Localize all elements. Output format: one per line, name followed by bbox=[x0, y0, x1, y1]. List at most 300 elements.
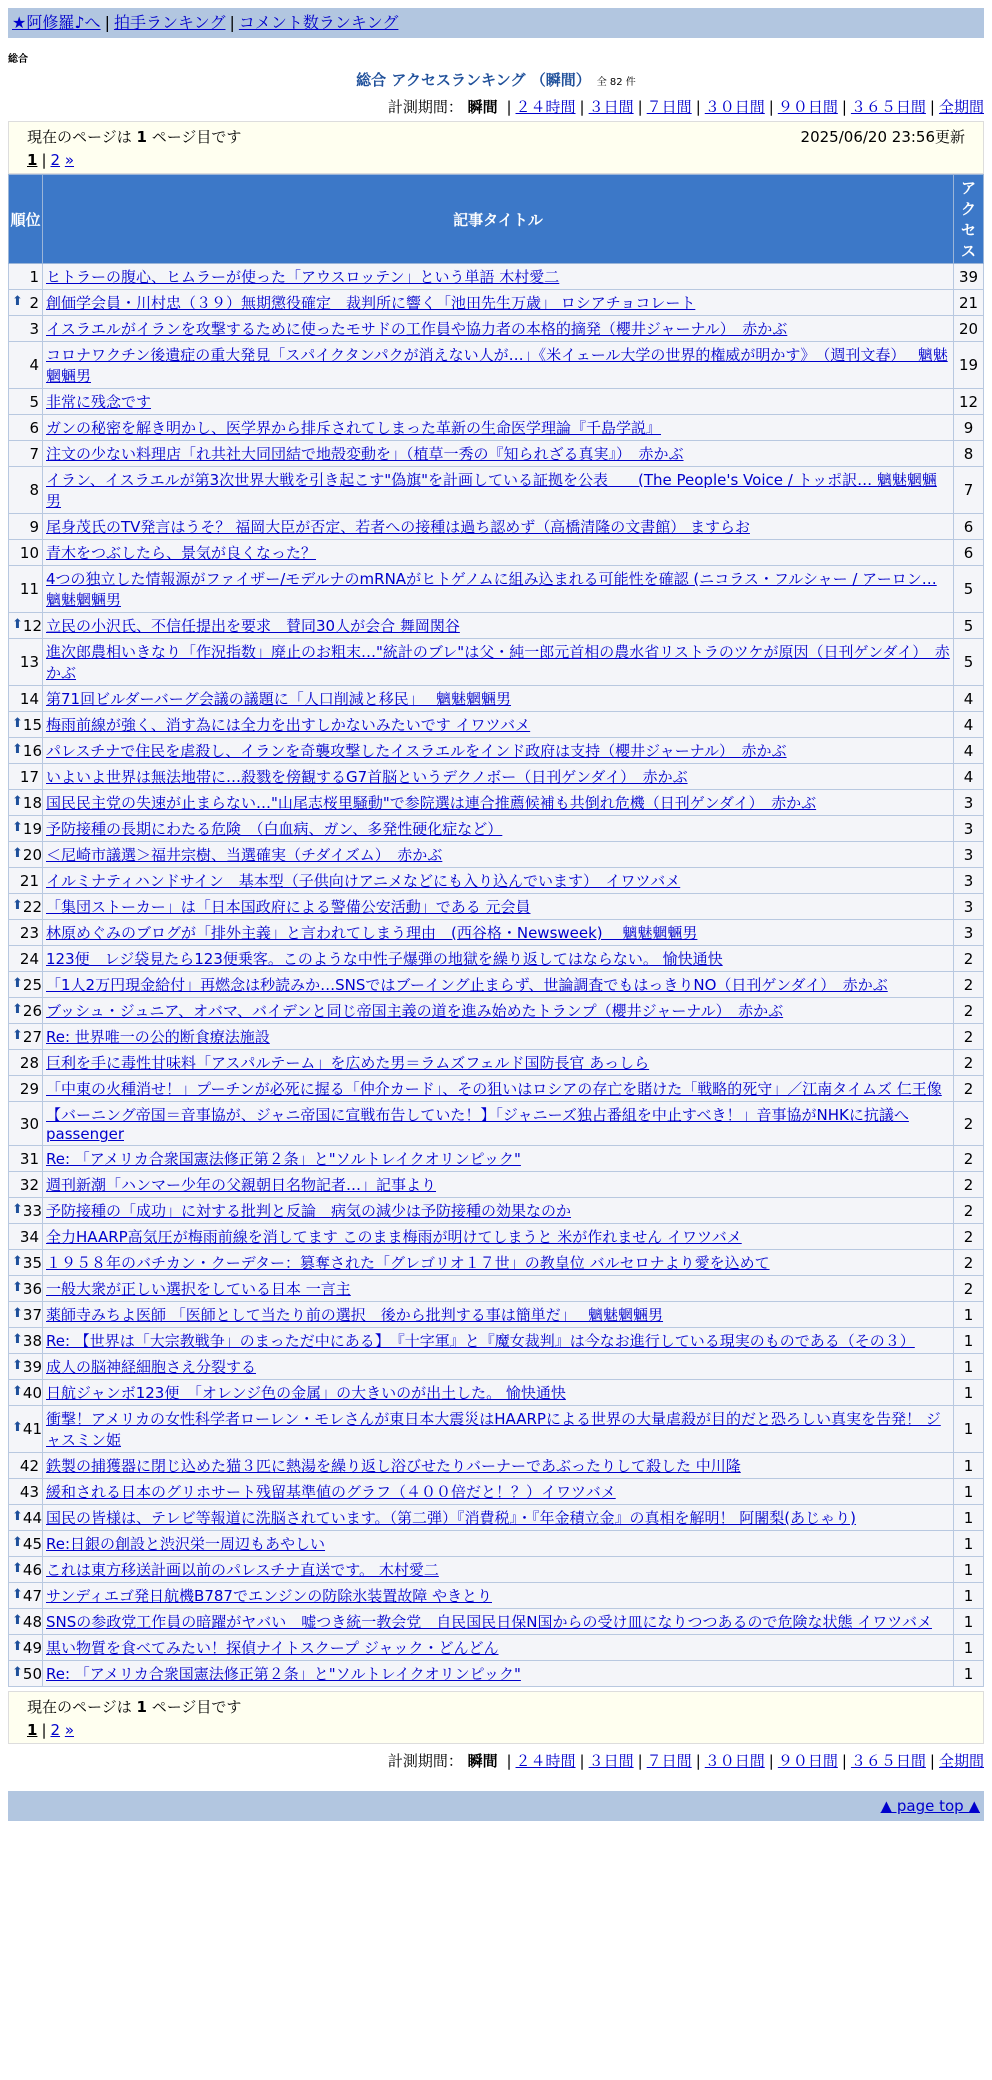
article-link[interactable]: ヒトラーの腹心、ヒムラーが使った「アウスロッテン」という単語 木村愛二 bbox=[46, 268, 560, 286]
table-row bbox=[9, 1531, 984, 1557]
rank-cell bbox=[9, 1250, 43, 1276]
access-count: 2 bbox=[954, 1250, 984, 1276]
rank-cell bbox=[9, 1380, 43, 1406]
rank-cell bbox=[9, 1453, 43, 1479]
rank-cell bbox=[9, 441, 43, 467]
article-link[interactable]: Re: 【世界は「大宗教戦争」のまっただ中にある】 『十字軍』と『魔女裁判』は今なお進行している現実のものである（その３） bbox=[46, 1332, 915, 1350]
table-row bbox=[9, 764, 984, 790]
rank-number: 4 bbox=[29, 356, 39, 374]
period-link-3[interactable]: ３０日間 bbox=[704, 1752, 765, 1770]
nav-link-comment-ranking[interactable]: コメント数ランキング bbox=[238, 13, 399, 32]
article-link[interactable]: 青木をつぶしたら、景気が良くなった？ bbox=[46, 544, 317, 562]
up-arrow-icon: ⬆ bbox=[12, 1534, 23, 1550]
page-status-prefix: 現在のページは bbox=[27, 1698, 132, 1716]
table-row bbox=[9, 1661, 984, 1687]
table-row bbox=[9, 1505, 984, 1531]
title-cell bbox=[43, 764, 954, 790]
access-count: 2 bbox=[954, 1172, 984, 1198]
access-count: 1 bbox=[954, 1661, 984, 1687]
title-cell bbox=[43, 290, 954, 316]
article-link[interactable]: Re:日銀の創設と渋沢栄一周辺もあやしい bbox=[46, 1535, 326, 1553]
table-row bbox=[9, 514, 984, 540]
up-arrow-icon: ⬆ bbox=[12, 897, 23, 913]
page-status-number: 1 bbox=[136, 128, 147, 146]
article-link[interactable]: 創価学会員・川村忠（３９）無期懲役確定 裁判所に響く「池田先生万歳」 ロシアチョコレート bbox=[46, 294, 696, 312]
period-separator: | bbox=[841, 1752, 847, 1770]
title-cell bbox=[43, 1453, 954, 1479]
title-cell bbox=[43, 790, 954, 816]
article-link[interactable]: 立民の小沢氏、不信任提出を要求 賛同30人が会合 舞岡関谷 bbox=[46, 617, 460, 635]
table-row bbox=[9, 316, 984, 342]
nav-link-applause-ranking[interactable]: 拍手ランキング bbox=[113, 13, 226, 32]
up-arrow-icon: ⬆ bbox=[12, 741, 23, 757]
period-link-6[interactable]: 全期間 bbox=[938, 98, 984, 116]
title-cell bbox=[43, 613, 954, 639]
page-status-suffix: ページ目です bbox=[151, 128, 242, 146]
header-rank: 順位 bbox=[9, 175, 43, 264]
title-cell bbox=[43, 1198, 954, 1224]
period-separator: | bbox=[929, 98, 935, 116]
rank-cell bbox=[9, 290, 43, 316]
rank-number: 50 bbox=[22, 1664, 42, 1683]
rank-number: 17 bbox=[19, 767, 39, 786]
article-link[interactable]: 進次郎農相いきなり「作況指数」廃止のお粗末…"統計のブレ"は父・純一郎元首相の農水省リストラのツケが原因（日刊ゲンダイ） 赤かぶ bbox=[46, 643, 950, 682]
table-row bbox=[9, 1250, 984, 1276]
pager-separator: | bbox=[41, 151, 47, 169]
up-arrow-icon: ⬆ bbox=[12, 1638, 23, 1654]
title-cell bbox=[43, 1102, 954, 1146]
rank-number: 11 bbox=[19, 580, 39, 598]
rank-cell bbox=[9, 639, 43, 686]
title-cell bbox=[43, 1354, 954, 1380]
title-cell bbox=[43, 894, 954, 920]
rank-number: 15 bbox=[22, 715, 42, 734]
page-top-link[interactable]: ▲ page top ▲ bbox=[880, 1797, 980, 1815]
access-count: 4 bbox=[954, 712, 984, 738]
rank-cell bbox=[9, 868, 43, 894]
title-cell bbox=[43, 946, 954, 972]
article-link[interactable]: SNSの参政党工作員の暗躍がヤバい 嘘つき統一教会党 自民国民日保N国からの受け皿になりつつあるので危険な状態 イワツバメ bbox=[46, 1613, 932, 1631]
period-selector-bottom bbox=[8, 1750, 984, 1771]
rank-cell bbox=[9, 1198, 43, 1224]
title-cell bbox=[43, 1479, 954, 1505]
title-cell bbox=[43, 1557, 954, 1583]
ranking-table bbox=[8, 174, 984, 1687]
rank-number: 43 bbox=[19, 1482, 39, 1501]
rank-number: 3 bbox=[29, 319, 39, 338]
table-row bbox=[9, 540, 984, 566]
rank-number: 31 bbox=[19, 1149, 39, 1168]
table-row bbox=[9, 264, 984, 290]
title-cell bbox=[43, 1276, 954, 1302]
header-title: 記事タイトル bbox=[43, 175, 954, 264]
rank-cell bbox=[9, 998, 43, 1024]
top-nav bbox=[8, 8, 984, 38]
period-separator: | bbox=[929, 1752, 935, 1770]
period-link-2[interactable]: ７日間 bbox=[646, 98, 692, 116]
table-row bbox=[9, 639, 984, 686]
rank-cell bbox=[9, 467, 43, 514]
period-link-6[interactable]: 全期間 bbox=[938, 1752, 984, 1770]
article-link[interactable]: 「中東の火種消せ！」プーチンが必死に握る「仲介カード」、その狙いはロシアの存亡を賭けた「戦略的死守」／江南タイムズ 仁王像 bbox=[46, 1080, 942, 1098]
title-cell bbox=[43, 1380, 954, 1406]
title-cell bbox=[43, 441, 954, 467]
rank-cell bbox=[9, 686, 43, 712]
article-link[interactable]: コロナワクチン後遺症の重大発見「スパイクタンパクが消えない人が…」《米イェール大学の世界的権威が明かす》 （週刊文春） 魑魅魍魎男 bbox=[46, 346, 948, 385]
table-row bbox=[9, 1609, 984, 1635]
title-cell bbox=[43, 1328, 954, 1354]
title-cell bbox=[43, 1609, 954, 1635]
up-arrow-icon: ⬆ bbox=[12, 1508, 23, 1524]
title-cell bbox=[43, 1583, 954, 1609]
up-arrow-icon: ⬆ bbox=[12, 1305, 23, 1321]
title-cell bbox=[43, 1505, 954, 1531]
pager-page-1: 1 bbox=[27, 151, 38, 169]
pager-separator: | bbox=[41, 1721, 47, 1739]
period-separator: | bbox=[506, 98, 512, 116]
title-cell bbox=[43, 1076, 954, 1102]
article-link[interactable]: 注文の少ない料理店「れ共社大同団結で地殻変動を」（植草一秀の『知られざる真実』） 赤かぶ bbox=[46, 445, 684, 463]
period-link-1[interactable]: ３日間 bbox=[588, 1752, 634, 1770]
rank-number: 26 bbox=[22, 1001, 42, 1020]
up-arrow-icon: ⬆ bbox=[12, 1027, 23, 1043]
article-link[interactable]: 黒い物質を食べてみたい！探偵ナイトスクープ ジャック・どんどん bbox=[46, 1639, 499, 1657]
rank-number: 10 bbox=[19, 543, 39, 562]
period-separator: | bbox=[579, 1752, 585, 1770]
up-arrow-icon: ⬆ bbox=[12, 1383, 23, 1399]
rank-cell bbox=[9, 1172, 43, 1198]
table-row bbox=[9, 1406, 984, 1453]
article-link[interactable]: 4つの独立した情報源がファイザー/モデルナのmRNAがヒトゲノムに組み込まれる可能性を確認 (ニコラス・フルシャー / アーロン… 魑魅魍魎男 bbox=[46, 570, 937, 609]
access-count: 4 bbox=[954, 764, 984, 790]
rank-number: 45 bbox=[22, 1534, 42, 1553]
period-separator: | bbox=[768, 98, 774, 116]
access-count: 1 bbox=[954, 1328, 984, 1354]
table-row bbox=[9, 467, 984, 514]
rank-cell bbox=[9, 972, 43, 998]
table-row bbox=[9, 1102, 984, 1146]
paging-box-top bbox=[8, 121, 984, 174]
rank-cell bbox=[9, 540, 43, 566]
table-row bbox=[9, 920, 984, 946]
period-separator: | bbox=[506, 1752, 512, 1770]
access-count: 2 bbox=[954, 1224, 984, 1250]
table-row bbox=[9, 342, 984, 389]
rank-number: 32 bbox=[19, 1175, 39, 1194]
pager-page-2[interactable]: 2 bbox=[50, 1721, 61, 1739]
rank-cell bbox=[9, 1635, 43, 1661]
period-link-0[interactable]: ２４時間 bbox=[515, 98, 576, 116]
article-link[interactable]: 緩和される日本のグリホサート残留基準値のグラフ（４００倍だと！？）イワツバメ bbox=[46, 1483, 616, 1501]
period-links bbox=[502, 98, 984, 116]
rank-cell bbox=[9, 894, 43, 920]
rank-number: 18 bbox=[22, 793, 42, 812]
up-arrow-icon: ⬆ bbox=[12, 293, 23, 309]
rank-number: 28 bbox=[19, 1053, 39, 1072]
total-count: 全 82 件 bbox=[596, 77, 636, 88]
ranking-table-body bbox=[9, 264, 984, 1687]
access-count: 1 bbox=[954, 1635, 984, 1661]
title-cell bbox=[43, 998, 954, 1024]
access-count: 2 bbox=[954, 1050, 984, 1076]
table-row bbox=[9, 816, 984, 842]
rank-cell bbox=[9, 1328, 43, 1354]
page-status-prefix: 現在のページは bbox=[27, 128, 132, 146]
rank-cell bbox=[9, 1609, 43, 1635]
rank-cell bbox=[9, 712, 43, 738]
title-cell bbox=[43, 514, 954, 540]
article-link[interactable]: サンディエゴ発日航機B787でエンジンの防除氷装置故障 やきとり bbox=[46, 1587, 492, 1605]
access-count: 2 bbox=[954, 1276, 984, 1302]
access-count: 1 bbox=[954, 1380, 984, 1406]
rank-cell bbox=[9, 1224, 43, 1250]
table-row bbox=[9, 415, 984, 441]
page-status bbox=[27, 1696, 241, 1717]
up-arrow-icon: ⬆ bbox=[12, 819, 23, 835]
article-link[interactable]: パレスチナで住民を虐殺し、イランを奇襲攻撃したイスラエルをインド政府は支持（櫻井ジャーナル） 赤かぶ bbox=[46, 742, 787, 760]
table-row bbox=[9, 1557, 984, 1583]
paging-box-bottom bbox=[8, 1691, 984, 1744]
table-row bbox=[9, 389, 984, 415]
header-access: アクセス bbox=[954, 175, 984, 264]
page-status-number: 1 bbox=[136, 1698, 147, 1716]
title-cell bbox=[43, 316, 954, 342]
access-count: 1 bbox=[954, 1479, 984, 1505]
article-link[interactable]: ガンの秘密を解き明かし、医学界から排斥されてしまった革新の生命医学理論『千島学説』 bbox=[46, 419, 662, 437]
title-cell bbox=[43, 842, 954, 868]
table-row bbox=[9, 738, 984, 764]
table-row bbox=[9, 1172, 984, 1198]
title-cell bbox=[43, 1224, 954, 1250]
rank-number: 42 bbox=[19, 1456, 39, 1475]
rank-cell bbox=[9, 316, 43, 342]
access-count: 19 bbox=[954, 342, 984, 389]
rank-cell bbox=[9, 613, 43, 639]
rank-number: 41 bbox=[22, 1420, 42, 1438]
table-row bbox=[9, 1146, 984, 1172]
rank-cell bbox=[9, 1302, 43, 1328]
pager-next[interactable]: » bbox=[64, 1721, 75, 1739]
article-link[interactable]: 「集団ストーカー」は「日本国政府による警備公安活動」である 元会員 bbox=[46, 898, 531, 916]
period-selector-top bbox=[8, 96, 984, 117]
pager-bottom bbox=[27, 1721, 965, 1739]
page-title: 総合 アクセスランキング （瞬間） bbox=[356, 71, 591, 89]
rank-number: 39 bbox=[22, 1357, 42, 1376]
rank-cell bbox=[9, 920, 43, 946]
article-link[interactable]: ブッシュ・ジュニア、オバマ、バイデンと同じ帝国主義の道を進み始めたトランプ（櫻井ジャーナル） 赤かぶ bbox=[46, 1002, 784, 1020]
rank-number: 12 bbox=[22, 616, 42, 635]
title-cell bbox=[43, 1050, 954, 1076]
rank-number: 35 bbox=[22, 1253, 42, 1272]
table-row bbox=[9, 868, 984, 894]
article-link[interactable]: 梅雨前線が強く、消す為には全力を出すしかないみたいです イワツバメ bbox=[46, 716, 531, 734]
article-link[interactable]: 衝撃！アメリカの女性科学者ローレン・モレさんが東日本大震災はHAARPによる世界の大量虐殺が目的だと恐ろしい真実を告発！ ジャスミン姫 bbox=[46, 1410, 941, 1449]
rank-cell bbox=[9, 1102, 43, 1146]
article-link[interactable]: 一般大衆が正しい選択をしている日本 一言主 bbox=[46, 1280, 351, 1298]
page-title-row bbox=[0, 69, 992, 90]
access-count: 1 bbox=[954, 1302, 984, 1328]
rank-cell bbox=[9, 1505, 43, 1531]
up-arrow-icon: ⬆ bbox=[12, 1279, 23, 1295]
rank-cell bbox=[9, 1406, 43, 1453]
period-separator: | bbox=[579, 98, 585, 116]
rank-cell bbox=[9, 1076, 43, 1102]
title-cell bbox=[43, 1406, 954, 1453]
rank-cell bbox=[9, 342, 43, 389]
article-link[interactable]: 123便 レジ袋見たら123便乗客。このような中性子爆弾の地獄を繰り返してはならない。 愉快通快 bbox=[46, 950, 723, 968]
access-count: 6 bbox=[954, 514, 984, 540]
rank-cell bbox=[9, 1276, 43, 1302]
access-count: 21 bbox=[954, 290, 984, 316]
up-arrow-icon: ⬆ bbox=[12, 1331, 23, 1347]
rank-number: 36 bbox=[22, 1279, 42, 1298]
up-arrow-icon: ⬆ bbox=[12, 845, 23, 861]
period-link-5[interactable]: ３６５日間 bbox=[850, 98, 926, 116]
period-separator: | bbox=[768, 1752, 774, 1770]
title-cell bbox=[43, 816, 954, 842]
article-link[interactable]: 巨利を手に毒性甘味料「アスパルテーム」を広めた男＝ラムズフェルド国防長官 あっしら bbox=[46, 1054, 650, 1072]
table-row bbox=[9, 1276, 984, 1302]
rank-number: 37 bbox=[22, 1305, 42, 1324]
nav-link-asyura[interactable]: ★阿修羅♪へ bbox=[12, 13, 101, 32]
article-link[interactable]: 第71回ビルダーバーグ会議の議題に「人口削減と移民」 魑魅魍魎男 bbox=[46, 690, 512, 708]
up-arrow-icon: ⬆ bbox=[12, 1664, 23, 1680]
rank-cell bbox=[9, 389, 43, 415]
period-link-4[interactable]: ９０日間 bbox=[777, 1752, 838, 1770]
up-arrow-icon: ⬆ bbox=[12, 1420, 23, 1435]
section-label: 総合 bbox=[8, 54, 28, 65]
article-link[interactable]: １９５８年のバチカン・クーデター：篡奪された「グレゴリオ１７世」の教皇位 バルセロナより愛を込めて bbox=[46, 1254, 770, 1272]
article-link[interactable]: Re: 世界唯一の公的断食療法施設 bbox=[46, 1028, 270, 1046]
title-cell bbox=[43, 467, 954, 514]
article-link[interactable]: 成人の脳神経細胞さえ分裂する bbox=[46, 1358, 257, 1376]
rank-number: 27 bbox=[22, 1027, 42, 1046]
rank-number: 6 bbox=[29, 418, 39, 437]
article-link[interactable]: 国民の皆様は、テレビ等報道に洗脳されています。（第二弾）『消費税』・『年金積立金』の真相を解明！ 阿闍梨(あじゃり) bbox=[46, 1509, 856, 1527]
article-link[interactable]: いよいよ世界は無法地帯に…殺戮を傍観するG7首脳というデクノボー（日刊ゲンダイ） 赤かぶ bbox=[46, 768, 688, 786]
title-cell bbox=[43, 738, 954, 764]
table-row bbox=[9, 1354, 984, 1380]
access-count: 3 bbox=[954, 816, 984, 842]
article-link[interactable]: 日航ジャンボ123便 「オレンジ色の金属」の大きいのが出土した。 愉快通快 bbox=[46, 1384, 566, 1402]
article-link[interactable]: Re: 「アメリカ合衆国憲法修正第２条」と"ソルトレイクオリンピック" bbox=[46, 1150, 521, 1168]
pager-page-2[interactable]: 2 bbox=[50, 151, 61, 169]
article-link[interactable]: 尾身茂氏のTV発言はうそ？ 福岡大臣が否定、若者への接種は過ち認めず（高橋清隆の文書館） ますらお bbox=[46, 518, 750, 536]
article-link[interactable]: 薬師寺みちよ医師 「医師として当たり前の選択 後から批判する事は簡単だ」 魑魅魍魎男 bbox=[46, 1306, 664, 1324]
period-separator: | bbox=[637, 98, 643, 116]
article-link[interactable]: ＜尼崎市議選＞福井宗樹、当選確実（チダイズム） 赤かぶ bbox=[46, 846, 443, 864]
access-count: 1 bbox=[954, 1583, 984, 1609]
article-link[interactable]: 林原めぐみのブログが「排外主義」と言われてしまう理由 (西谷格・Newsweek) 魑魅魍魎男 bbox=[46, 924, 698, 942]
table-row bbox=[9, 290, 984, 316]
rank-number: 25 bbox=[22, 975, 42, 994]
rank-number: 40 bbox=[22, 1383, 42, 1402]
access-count: 8 bbox=[954, 441, 984, 467]
title-cell bbox=[43, 972, 954, 998]
rank-cell bbox=[9, 790, 43, 816]
period-link-5[interactable]: ３６５日間 bbox=[850, 1752, 926, 1770]
access-count: 1 bbox=[954, 1453, 984, 1479]
rank-cell bbox=[9, 514, 43, 540]
title-cell bbox=[43, 566, 954, 613]
period-link-2[interactable]: ７日間 bbox=[646, 1752, 692, 1770]
table-row bbox=[9, 1076, 984, 1102]
period-label: 計測期間： bbox=[387, 98, 463, 116]
rank-cell bbox=[9, 1050, 43, 1076]
period-separator: | bbox=[695, 1752, 701, 1770]
table-row bbox=[9, 1198, 984, 1224]
article-link[interactable]: 予防接種の長期にわたる危険 （白血病、ガン、多発性硬化症など） bbox=[46, 820, 503, 838]
period-current: 瞬間 bbox=[467, 98, 498, 116]
period-link-1[interactable]: ３日間 bbox=[588, 98, 634, 116]
rank-number: 20 bbox=[22, 845, 42, 864]
title-cell bbox=[43, 1024, 954, 1050]
rank-cell bbox=[9, 566, 43, 613]
access-count: 39 bbox=[954, 264, 984, 290]
rank-number: 23 bbox=[19, 923, 39, 942]
up-arrow-icon: ⬆ bbox=[12, 1253, 23, 1269]
title-cell bbox=[43, 389, 954, 415]
rank-number: 14 bbox=[19, 689, 39, 708]
article-link[interactable]: 「1人2万円現金給付」再燃念は秒読みか…SNSではブーイング止まらず、世論調査でもはっきりNO（日刊ゲンダイ） 赤かぶ bbox=[46, 976, 888, 994]
period-link-3[interactable]: ３０日間 bbox=[704, 98, 765, 116]
article-link[interactable]: 非常に残念です bbox=[46, 393, 152, 411]
table-row bbox=[9, 972, 984, 998]
table-row bbox=[9, 1635, 984, 1661]
rank-number: 21 bbox=[19, 871, 39, 890]
access-count: 3 bbox=[954, 790, 984, 816]
nav-separator: | bbox=[229, 13, 235, 32]
rank-number: 1 bbox=[29, 267, 39, 286]
period-link-0[interactable]: ２４時間 bbox=[515, 1752, 576, 1770]
article-link[interactable]: Re: 「アメリカ合衆国憲法修正第２条」と"ソルトレイクオリンピック" bbox=[46, 1665, 521, 1683]
up-arrow-icon: ⬆ bbox=[12, 1586, 23, 1602]
rank-cell bbox=[9, 1354, 43, 1380]
article-link[interactable]: 予防接種の「成功」に対する批判と反論 病気の減少は予防接種の効果なのか bbox=[46, 1202, 572, 1220]
table-row bbox=[9, 1024, 984, 1050]
article-link[interactable]: 鉄製の捕獲器に閉じ込めた猫３匹に熱湯を繰り返し浴びせたりバーナーであぶったりして殺した 中川隆 bbox=[46, 1457, 741, 1475]
rank-number: 9 bbox=[29, 517, 39, 536]
rank-number: 5 bbox=[29, 392, 39, 411]
up-arrow-icon: ⬆ bbox=[12, 1612, 23, 1628]
up-arrow-icon: ⬆ bbox=[12, 793, 23, 809]
rank-cell bbox=[9, 1024, 43, 1050]
pager-next[interactable]: » bbox=[64, 151, 75, 169]
rank-cell bbox=[9, 738, 43, 764]
article-link[interactable]: 【バーニング帝国＝音事協が、ジャニ帝国に宣戦布告していた！】「ジャニーズ独占番組を中止すべき！」音事協がNHKに抗議へ passenger bbox=[46, 1106, 909, 1143]
article-link[interactable]: 週刊新潮「ハンマー少年の父親朝日名物記者…」記事より bbox=[46, 1176, 437, 1194]
rank-cell bbox=[9, 1557, 43, 1583]
up-arrow-icon: ⬆ bbox=[12, 1357, 23, 1373]
access-count: 3 bbox=[954, 920, 984, 946]
rank-cell bbox=[9, 816, 43, 842]
article-link[interactable]: イルミナティハンドサイン 基本型（子供向けアニメなどにも入り込んでいます） イワツバメ bbox=[46, 872, 681, 890]
access-count: 3 bbox=[954, 868, 984, 894]
period-link-4[interactable]: ９０日間 bbox=[777, 98, 838, 116]
article-link[interactable]: イスラエルがイランを攻撃するために使ったモサドの工作員や協力者の本格的摘発（櫻井ジャーナル） 赤かぶ bbox=[46, 320, 788, 338]
article-link[interactable]: 全力HAARP高気圧が梅雨前線を消してます このまま梅雨が明けてしまうと 米が作れません イワツバメ bbox=[46, 1228, 742, 1246]
title-cell bbox=[43, 868, 954, 894]
table-row bbox=[9, 790, 984, 816]
article-link[interactable]: 国民民主党の失速が止まらない…"山尾志桜里騒動"で参院選は連合推薦候補も共倒れ危機（日刊ゲンダイ） 赤かぶ bbox=[46, 794, 817, 812]
rank-number: 34 bbox=[19, 1227, 39, 1246]
rank-number: 8 bbox=[29, 481, 39, 499]
article-link[interactable]: これは東方移送計画以前のパレスチナ直送です。 木村愛二 bbox=[46, 1561, 439, 1579]
rank-cell bbox=[9, 946, 43, 972]
access-count: 2 bbox=[954, 1146, 984, 1172]
article-link[interactable]: イラン、イスラエルが第3次世界大戦を引き起こす"偽旗"を計画している証拠を公表 (The People's Voice / トッポ訳… 魑魅魍魎男 bbox=[46, 471, 937, 510]
title-cell bbox=[43, 920, 954, 946]
